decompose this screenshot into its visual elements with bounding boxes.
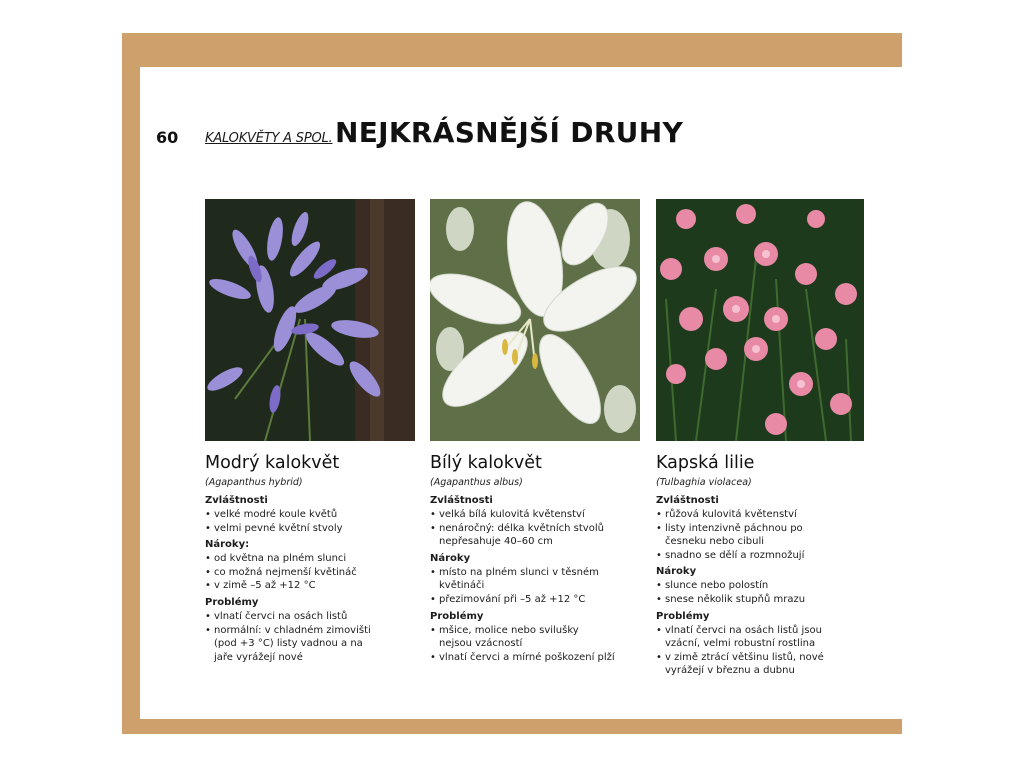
features-heading: Zvláštnosti (656, 495, 719, 506)
list-item: • co možná nejmenší květináč (205, 566, 405, 580)
list-item: • vlnatí červci na osách listů jsou vzácní, velmi robustní rostlina (656, 624, 830, 651)
list-item: • vlnatí červci a mírné poškození plží (430, 651, 630, 665)
problems-list (656, 624, 856, 678)
features-list (205, 508, 405, 535)
plant-name: Kapská lilie (656, 453, 755, 473)
list-item: • růžová kulovitá květenství (656, 508, 856, 522)
needs-list (656, 579, 856, 606)
list-item: • snadno se dělí a rozmnožují (656, 549, 856, 563)
plant-name: Bílý kalokvět (430, 453, 542, 473)
page-title: NEJKRÁSNĚJŠÍ DRUHY (335, 116, 684, 149)
list-item: • místo na plném slunci v těsném květináči (430, 566, 599, 593)
section-heading: KALOKVĚTY A SPOL. (205, 131, 333, 146)
needs-heading: Nároky: (205, 539, 250, 551)
list-item: • snese několik stupňů mrazu (656, 593, 856, 607)
list-item: • velmi pevné květní stvoly (205, 522, 405, 536)
features-heading: Zvláštnosti (205, 495, 268, 506)
features-heading: Zvláštnosti (430, 495, 493, 506)
needs-heading: Nároky (656, 566, 697, 578)
plant-column-1 (205, 452, 405, 664)
list-item: • velká bílá kulovitá květenství (430, 508, 630, 522)
list-item: • vlnatí červci na osách listů (205, 610, 405, 624)
list-item: • přezimování při –5 až +12 °C (430, 593, 630, 607)
problems-heading: Problémy (430, 610, 484, 622)
page-number: 60 (156, 128, 179, 147)
plant-column-2 (430, 452, 630, 664)
problems-list (430, 624, 630, 665)
latin-name: (Tulbaghia violacea) (656, 477, 752, 488)
needs-list (205, 552, 405, 593)
list-item: • nenáročný: délka květních stvolů nepřesahuje 40–60 cm (430, 522, 604, 549)
needs-list (430, 566, 630, 607)
problems-list (205, 610, 405, 664)
photo-white-agapanthus (430, 199, 640, 441)
list-item: • normální: v chladném zimovišti (pod +3 °C) listy vadnou a na jaře vyrážejí nové (205, 624, 384, 665)
list-item: • velké modré koule květů (205, 508, 405, 522)
list-item: • od května na plném slunci (205, 552, 405, 566)
features-list (430, 508, 630, 549)
plant-column-3 (656, 452, 856, 678)
photo-blue-agapanthus (205, 199, 415, 441)
list-item: • slunce nebo polostín (656, 579, 856, 593)
needs-heading: Nároky (430, 552, 471, 564)
list-item: • mšice, molice nebo svilušky nejsou vzácností (430, 624, 614, 651)
list-item: • listy intenzivně páchnou po česneku nebo cibuli (656, 522, 805, 549)
problems-heading: Problémy (205, 596, 259, 608)
features-list (656, 508, 856, 562)
photo-pink-tulbaghia (656, 199, 864, 441)
problems-heading: Problémy (656, 610, 710, 622)
latin-name: (Agapanthus albus) (430, 477, 523, 488)
list-item: • v zimě –5 až +12 °C (205, 579, 405, 593)
latin-name: (Agapanthus hybrid) (205, 477, 303, 488)
plant-name: Modrý kalokvět (205, 453, 340, 473)
list-item: • v zimě ztrácí většinu listů, nové vyrážejí v březnu a dubnu (656, 651, 830, 678)
